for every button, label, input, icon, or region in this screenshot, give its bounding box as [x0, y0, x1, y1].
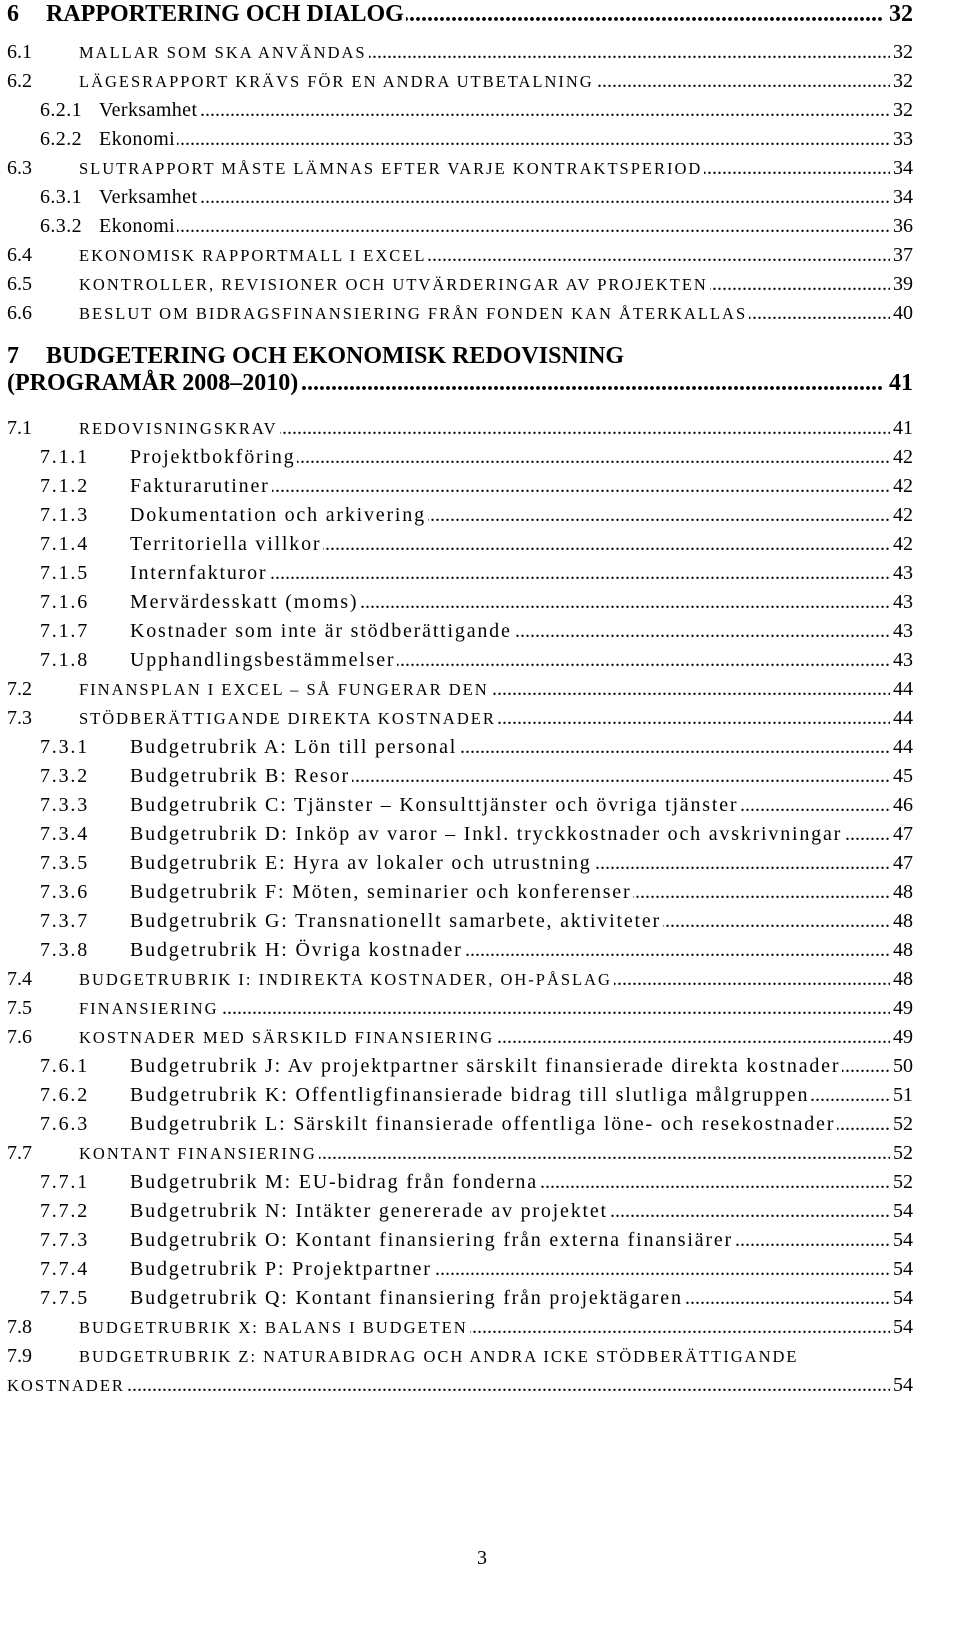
toc-entry-title: REDOVISNINGSKRAV — [79, 419, 278, 438]
toc-entry-title: MALLAR SOM SKA ANVÄNDAS — [79, 43, 367, 62]
toc-entry — [7, 1342, 913, 1400]
toc-entry-number: 7.3.5 — [40, 849, 130, 878]
toc-entry-page-number: 44 — [890, 733, 913, 762]
toc-entry — [7, 1313, 913, 1342]
toc-entry-number: 6.5 — [7, 270, 79, 299]
toc-entry-title: Budgetrubrik G: Transnationellt samarbete, aktiviteter — [130, 910, 661, 932]
toc-entry — [7, 270, 913, 299]
toc-chapter-heading-number: 6 — [7, 0, 46, 28]
toc-entry-page-number: 33 — [890, 125, 913, 154]
toc-entry-number: 6.3.2 — [40, 212, 99, 241]
toc-entry-title: Budgetrubrik F: Möten, seminarier och konferenser — [130, 881, 632, 903]
toc-entry-number: 7.7.4 — [40, 1255, 130, 1284]
toc-entry — [7, 1226, 913, 1255]
page-number: 3 — [477, 1547, 487, 1569]
toc-entry — [7, 241, 913, 270]
toc-entry-number: 7.9 — [7, 1342, 79, 1371]
toc-entry-title: Budgetrubrik D: Inköp av varor – Inkl. tryckkostnader och avskrivningar — [130, 823, 843, 845]
toc-entry-title: Internfakturor — [130, 562, 268, 584]
toc-entry-title: Budgetrubrik C: Tjänster – Konsulttjänster och övriga tjänster — [130, 794, 739, 816]
toc-entry — [7, 125, 913, 154]
toc-entry-page-number: 43 — [890, 588, 913, 617]
toc-entry-page-number: 32 — [890, 96, 913, 125]
toc-entry-page-number: 41 — [890, 414, 913, 443]
toc-entry-title: Budgetrubrik P: Projektpartner — [130, 1258, 432, 1280]
toc-entry — [7, 212, 913, 241]
toc-entry-title: KONTANT FINANSIERING — [79, 1144, 317, 1163]
toc-entry-page-number: 51 — [890, 1081, 913, 1110]
toc-entry-page-number: 43 — [890, 646, 913, 675]
toc-entry-title: LÄGESRAPPORT KRÄVS FÖR EN ANDRA UTBETALNING — [79, 72, 594, 91]
toc-entry — [7, 183, 913, 212]
toc-chapter-heading-title: BUDGETERING OCH EKONOMISK REDOVISNING (PROGRAMÅR 2008–2010) — [7, 343, 625, 396]
toc-entry — [7, 96, 913, 125]
toc-entry-title: Budgetrubrik O: Kontant finansiering från externa finansiärer — [130, 1229, 733, 1251]
toc-entry — [7, 501, 913, 530]
toc-entry-number: 7.1.6 — [40, 588, 130, 617]
toc-entry-number: 7.1.7 — [40, 617, 130, 646]
toc-entry-title: KOSTNADER MED SÄRSKILD FINANSIERING — [79, 1028, 495, 1047]
toc-entry-page-number: 37 — [890, 241, 913, 270]
toc-entry-title: Budgetrubrik E: Hyra av lokaler och utrustning — [130, 852, 592, 874]
toc-chapter-heading — [7, 343, 913, 397]
toc-entry-number: 7.6.1 — [40, 1052, 130, 1081]
toc-entry — [7, 67, 913, 96]
toc-entry-page-number: 43 — [890, 617, 913, 646]
toc-entry-page-number: 44 — [890, 675, 913, 704]
toc-entry — [7, 704, 913, 733]
toc-entry-number: 7.1.5 — [40, 559, 130, 588]
toc-entry-number: 7.1.4 — [40, 530, 130, 559]
toc-entry — [7, 1168, 913, 1197]
toc-entry-page-number: 47 — [890, 849, 913, 878]
toc-entry-title: Budgetrubrik M: EU-bidrag från fonderna — [130, 1171, 538, 1193]
toc-entry — [7, 1023, 913, 1052]
toc-entry — [7, 1197, 913, 1226]
toc-entry-page-number: 40 — [890, 299, 913, 328]
toc-entry-number: 6.3.1 — [40, 183, 99, 212]
toc-entry-title: Upphandlingsbestämmelser — [130, 649, 396, 671]
toc-entry — [7, 530, 913, 559]
toc-entry-number: 6.2.1 — [40, 96, 99, 125]
toc-entry-page-number: 54 — [890, 1313, 913, 1342]
toc-entry-number: 6.2.2 — [40, 125, 99, 154]
toc-entry-number: 7.3.7 — [40, 907, 130, 936]
toc-entry-page-number: 52 — [890, 1139, 913, 1168]
toc-entry-title: Ekonomi — [99, 215, 176, 237]
toc-entry-page-number: 42 — [890, 530, 913, 559]
toc-entry — [7, 646, 913, 675]
toc-entry-page-number: 44 — [890, 704, 913, 733]
toc-entry-number: 7.6.3 — [40, 1110, 130, 1139]
toc-entry-number: 6.6 — [7, 299, 79, 328]
toc-entry-number: 7.1.8 — [40, 646, 130, 675]
toc-entry-page-number: 42 — [890, 501, 913, 530]
toc-entry — [7, 559, 913, 588]
toc-entry-title: BUDGETRUBRIK Z: NATURABIDRAG OCH ANDRA ICKE STÖDBERÄTTIGANDE KOSTNADER — [7, 1347, 799, 1395]
toc-entry-title: Mervärdesskatt (moms) — [130, 591, 359, 613]
toc-entry-number: 7.1 — [7, 414, 79, 443]
toc-entry-number: 7.8 — [7, 1313, 79, 1342]
toc-entry-number: 7.6 — [7, 1023, 79, 1052]
toc-entry-number: 7.7.5 — [40, 1284, 130, 1313]
toc-chapter — [7, 0, 913, 328]
table-of-contents — [7, 0, 913, 1400]
toc-entry-page-number: 54 — [890, 1255, 913, 1284]
toc-entry-title: STÖDBERÄTTIGANDE DIREKTA KOSTNADER — [79, 709, 496, 728]
toc-entry-page-number: 34 — [890, 183, 913, 212]
toc-entry-title: Verksamhet — [99, 99, 198, 121]
toc-entry-number: 7.5 — [7, 994, 79, 1023]
toc-entry-title: Dokumentation och arkivering — [130, 504, 426, 526]
toc-entry — [7, 414, 913, 443]
toc-entry-page-number: 52 — [890, 1110, 913, 1139]
toc-entry — [7, 588, 913, 617]
toc-entry — [7, 762, 913, 791]
toc-entry — [7, 1139, 913, 1168]
toc-chapter-heading-number: 7 — [7, 343, 46, 370]
toc-entry-page-number: 46 — [890, 791, 913, 820]
toc-entry — [7, 443, 913, 472]
toc-entry — [7, 878, 913, 907]
toc-entry-number: 7.3.8 — [40, 936, 130, 965]
toc-entry-number: 7.7 — [7, 1139, 79, 1168]
toc-entry-number: 7.6.2 — [40, 1081, 130, 1110]
toc-entry-page-number: 48 — [890, 965, 913, 994]
toc-chapter-heading-page-number: 32 — [882, 0, 913, 28]
toc-entry-page-number: 54 — [890, 1284, 913, 1313]
toc-entry-title: FINANSIERING — [79, 999, 219, 1018]
toc-entry-number: 7.3.4 — [40, 820, 130, 849]
toc-entry-page-number: 43 — [890, 559, 913, 588]
toc-entry — [7, 1052, 913, 1081]
toc-entry — [7, 472, 913, 501]
toc-entry — [7, 849, 913, 878]
toc-entry-number: 7.3.2 — [40, 762, 130, 791]
toc-entry-title: Territoriella villkor — [130, 533, 322, 555]
toc-entry — [7, 733, 913, 762]
toc-entry-title: Budgetrubrik B: Resor — [130, 765, 351, 787]
toc-entry-page-number: 52 — [890, 1168, 913, 1197]
toc-entry — [7, 907, 913, 936]
toc-entry — [7, 675, 913, 704]
toc-entry-page-number: 34 — [890, 154, 913, 183]
toc-entry-title: Budgetrubrik K: Offentligfinansierade bidrag till slutliga målgruppen — [130, 1084, 810, 1106]
toc-entry-page-number: 39 — [890, 270, 913, 299]
toc-entry-number: 7.7.1 — [40, 1168, 130, 1197]
toc-entry-title: Budgetrubrik L: Särskilt finansierade offentliga löne- och resekostnader — [130, 1113, 836, 1135]
toc-entry-number: 7.3.1 — [40, 733, 130, 762]
toc-entry-number: 7.2 — [7, 675, 79, 704]
toc-entry-title: BUDGETRUBRIK I: INDIREKTA KOSTNADER, OH-PÅSLAG — [79, 970, 612, 989]
toc-entry-title: Budgetrubrik J: Av projektpartner särskilt finansierade direkta kostnader — [130, 1055, 841, 1077]
toc-entry-page-number: 49 — [890, 1023, 913, 1052]
toc-entry-title: Projektbokföring — [130, 446, 296, 468]
toc-entry-title: Kostnader som inte är stödberättigande — [130, 620, 512, 642]
toc-entry-page-number: 54 — [890, 1226, 913, 1255]
toc-entry-page-number: 45 — [890, 762, 913, 791]
toc-entry-number: 7.3.6 — [40, 878, 130, 907]
toc-entry-title: SLUTRAPPORT MÅSTE LÄMNAS EFTER VARJE KONTRAKTSPERIOD — [79, 159, 703, 178]
toc-entry-page-number: 42 — [890, 443, 913, 472]
toc-entry-page-number: 32 — [890, 67, 913, 96]
toc-entry-title: Fakturarutiner — [130, 475, 270, 497]
toc-entry-page-number: 47 — [890, 820, 913, 849]
toc-entry-number: 6.1 — [7, 38, 79, 67]
toc-entry-title: Budgetrubrik A: Lön till personal — [130, 736, 458, 758]
toc-entry — [7, 820, 913, 849]
toc-entry-title: Verksamhet — [99, 186, 198, 208]
toc-entry-title: BESLUT OM BIDRAGSFINANSIERING FRÅN FONDEN KAN ÅTERKALLAS — [79, 304, 748, 323]
toc-entry-page-number: 48 — [890, 878, 913, 907]
toc-entry-title: Budgetrubrik Q: Kontant finansiering från projektägaren — [130, 1287, 683, 1309]
toc-entry-number: 7.3 — [7, 704, 79, 733]
toc-entry-number: 7.4 — [7, 965, 79, 994]
toc-entry-number: 7.1.3 — [40, 501, 130, 530]
toc-chapter-heading — [7, 0, 913, 28]
toc-entry-number: 7.7.2 — [40, 1197, 130, 1226]
toc-entry-page-number: 48 — [890, 907, 913, 936]
toc-entry-number: 7.7.3 — [40, 1226, 130, 1255]
toc-entry-title: EKONOMISK RAPPORTMALL I EXCEL — [79, 246, 427, 265]
toc-entry — [7, 791, 913, 820]
toc-entry-number: 7.1.2 — [40, 472, 130, 501]
toc-entry — [7, 994, 913, 1023]
toc-entry-page-number: 50 — [890, 1052, 913, 1081]
toc-entry-page-number: 49 — [890, 994, 913, 1023]
toc-entry-page-number: 54 — [890, 1371, 913, 1400]
toc-entry-number: 6.2 — [7, 67, 79, 96]
toc-entry — [7, 617, 913, 646]
toc-entry-title: Ekonomi — [99, 128, 176, 150]
toc-entry-number: 6.3 — [7, 154, 79, 183]
toc-entry-page-number: 48 — [890, 936, 913, 965]
toc-entry-page-number: 54 — [890, 1197, 913, 1226]
toc-entry-title: FINANSPLAN I EXCEL – SÅ FUNGERAR DEN — [79, 680, 489, 699]
toc-entry — [7, 299, 913, 328]
toc-entry — [7, 936, 913, 965]
toc-entry-page-number: 36 — [890, 212, 913, 241]
toc-entry-page-number: 32 — [890, 38, 913, 67]
toc-chapter-heading-page-number: 41 — [882, 370, 913, 397]
toc-entry-title: BUDGETRUBRIK X: BALANS I BUDGETEN — [79, 1318, 468, 1337]
toc-entry-number: 6.4 — [7, 241, 79, 270]
toc-entry-title: Budgetrubrik H: Övriga kostnader — [130, 939, 463, 961]
toc-chapter-heading-title: RAPPORTERING OCH DIALOG — [46, 1, 404, 27]
toc-entry-number: 7.3.3 — [40, 791, 130, 820]
toc-entry-title: Budgetrubrik N: Intäkter genererade av projektet — [130, 1200, 608, 1222]
toc-entry — [7, 1284, 913, 1313]
toc-entry — [7, 965, 913, 994]
toc-entry-title: KONTROLLER, REVISIONER OCH UTVÄRDERINGAR AV PROJEKTEN — [79, 275, 708, 294]
toc-entry-page-number: 42 — [890, 472, 913, 501]
toc-entry — [7, 1081, 913, 1110]
toc-entry — [7, 38, 913, 67]
toc-chapter — [7, 343, 913, 1400]
toc-entry — [7, 1110, 913, 1139]
toc-entry — [7, 1255, 913, 1284]
toc-entry-number: 7.1.1 — [40, 443, 130, 472]
toc-entry — [7, 154, 913, 183]
